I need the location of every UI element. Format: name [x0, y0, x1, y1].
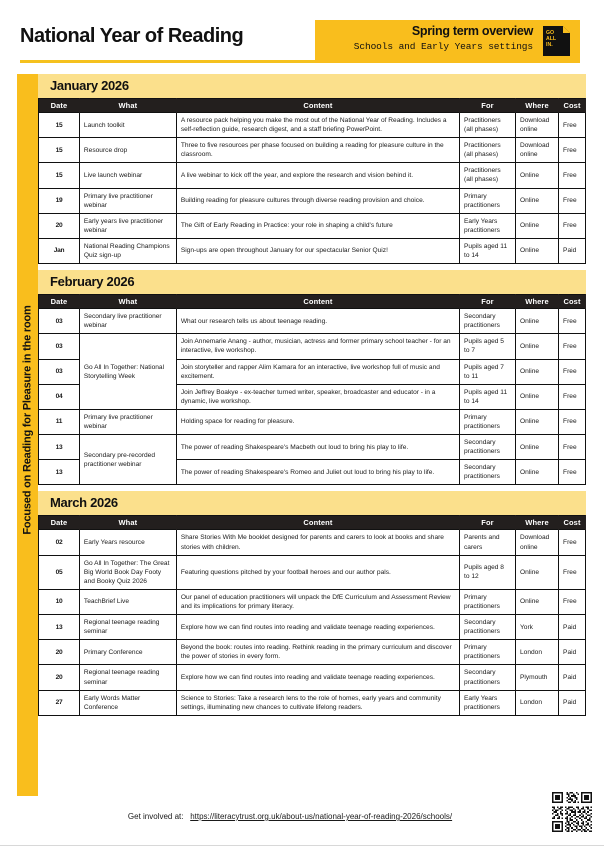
column-header-content: Content [176, 99, 459, 113]
cell-date: 05 [39, 555, 80, 589]
column-header-date: Date [39, 99, 80, 113]
cell-where: Online [515, 555, 558, 589]
column-header-date: Date [39, 516, 80, 530]
header-band-title: Spring term overview [411, 24, 533, 38]
month-block [38, 270, 586, 485]
column-header-for: For [460, 516, 516, 530]
cell-date: 11 [39, 409, 80, 434]
cell-what: Regional teenage reading seminar [79, 615, 176, 640]
get-involved-text [60, 812, 520, 821]
cell-cost: Free [559, 460, 586, 485]
cell-for: Pupils aged 7 to 11 [460, 359, 516, 384]
cell-cost: Paid [559, 665, 586, 690]
cell-what: Go All In Together: The Great Big World Book Day Footy and Booky Quiz 2026 [79, 555, 176, 589]
column-header-content: Content [176, 516, 459, 530]
table-row [39, 615, 586, 640]
cell-where: Online [515, 460, 558, 485]
cell-content: Building reading for pleasure cultures through diverse reading provision and choice. [176, 188, 459, 213]
cell-what: Go All In Together: National Storytelling Week [79, 334, 176, 410]
cell-cost: Free [559, 113, 586, 138]
title-underline [20, 60, 315, 63]
side-band-label: Focused on Reading for Pleasure in the room [21, 305, 34, 535]
cell-where: Online [515, 309, 558, 334]
cell-where: Online [515, 435, 558, 460]
cell-for: Primary practitioners [460, 188, 516, 213]
cell-cost: Paid [559, 238, 586, 263]
cell-date: 19 [39, 188, 80, 213]
cell-what: TeachBrief Live [79, 589, 176, 614]
cell-for: Secondary practitioners [460, 665, 516, 690]
month-block [38, 74, 586, 264]
cell-content: A live webinar to kick off the year, and explore the research and vision behind it. [176, 163, 459, 188]
table-row [39, 213, 586, 238]
cell-content: Explore how we can find routes into reading and validate teenage reading experiences. [176, 615, 459, 640]
table-header-row [39, 295, 586, 309]
table-row [39, 435, 586, 460]
cell-cost: Free [559, 359, 586, 384]
cell-what: Live launch webinar [79, 163, 176, 188]
cell-for: Early Years practitioners [460, 690, 516, 715]
column-header-where: Where [515, 99, 558, 113]
table-row [39, 113, 586, 138]
cell-date: 20 [39, 640, 80, 665]
cell-date: Jan [39, 238, 80, 263]
cell-what: Early Years resource [79, 530, 176, 555]
table-row [39, 555, 586, 589]
cell-where: Online [515, 238, 558, 263]
cell-content: Science to Stories: Take a research lens to the role of homes, early years and community settings, illuminating new chances to cultivate lifelong readers. [176, 690, 459, 715]
month-block [38, 491, 586, 715]
cell-date: 15 [39, 138, 80, 163]
cell-for: Secondary practitioners [460, 460, 516, 485]
cell-date: 20 [39, 213, 80, 238]
cell-date: 02 [39, 530, 80, 555]
cell-date: 13 [39, 435, 80, 460]
cell-where: Download online [515, 138, 558, 163]
cell-cost: Paid [559, 640, 586, 665]
schedule-table [38, 294, 586, 485]
cell-content: What our research tells us about teenage reading. [176, 309, 459, 334]
cell-content: Join storyteller and rapper Alim Kamara for an interactive, live workshop full of music and excitement. [176, 359, 459, 384]
cell-date: 13 [39, 615, 80, 640]
bottom-divider [0, 845, 604, 846]
table-row [39, 188, 586, 213]
cell-for: Early Years practitioners [460, 213, 516, 238]
cell-where: Download online [515, 530, 558, 555]
cell-date: 13 [39, 460, 80, 485]
cell-date: 27 [39, 690, 80, 715]
get-involved-link[interactable]: https://literacytrust.org.uk/about-us/national-year-of-reading-2026/schools/ [190, 812, 453, 821]
cell-for: Pupils aged 11 to 14 [460, 384, 516, 409]
cell-content: Beyond the book: routes into reading. Rethink reading in the primary curriculum and discover the power of stories in every form. [176, 640, 459, 665]
column-header-where: Where [515, 295, 558, 309]
cell-cost: Free [559, 409, 586, 434]
cell-cost: Paid [559, 615, 586, 640]
cell-date: 04 [39, 384, 80, 409]
cell-what: National Reading Champions Quiz sign-up [79, 238, 176, 263]
cell-what: Secondary live practitioner webinar [79, 309, 176, 334]
column-header-what: What [79, 516, 176, 530]
cell-date: 15 [39, 163, 80, 188]
table-row [39, 309, 586, 334]
cell-cost: Free [559, 530, 586, 555]
cell-content: The power of reading Shakespeare's Macbeth out loud to bring his play to life. [176, 435, 459, 460]
table-row [39, 238, 586, 263]
svg-text:GO: GO [546, 30, 555, 36]
column-header-cost: Cost [559, 99, 586, 113]
cell-what: Launch toolkit [79, 113, 176, 138]
cell-content: Share Stories With Me booklet designed for parents and carers to look at books and share stories with children. [176, 530, 459, 555]
cell-content: Holding space for reading for pleasure. [176, 409, 459, 434]
svg-text:ALL: ALL [546, 36, 557, 42]
page-title: National Year of Reading [20, 25, 244, 47]
cell-date: 03 [39, 309, 80, 334]
cell-what: Secondary pre-recorded practitioner webinar [79, 435, 176, 485]
table-row [39, 138, 586, 163]
table-header-row [39, 516, 586, 530]
column-header-cost: Cost [559, 516, 586, 530]
cell-cost: Free [559, 138, 586, 163]
cell-date: 03 [39, 359, 80, 384]
cell-for: Pupils aged 8 to 12 [460, 555, 516, 589]
cell-cost: Free [559, 589, 586, 614]
cell-for: Secondary practitioners [460, 435, 516, 460]
cell-cost: Free [559, 384, 586, 409]
cell-date: 10 [39, 589, 80, 614]
cell-content: The Gift of Early Reading in Practice: your role in shaping a child's future [176, 213, 459, 238]
cell-content: Our panel of education practitioners will unpack the DfE Curriculum and Assessment Review and its implications for primary literacy. [176, 589, 459, 614]
table-row [39, 163, 586, 188]
cell-cost: Free [559, 555, 586, 589]
cell-cost: Free [559, 188, 586, 213]
cell-content: Join Jeffrey Boakye - ex-teacher turned writer, speaker, broadcaster and educator - in a dynamic, live workshop. [176, 384, 459, 409]
month-heading: March 2026 [38, 491, 586, 515]
table-row [39, 334, 586, 359]
cell-content: Explore how we can find routes into reading and validate teenage reading experiences. [176, 665, 459, 690]
cell-what: Regional teenage reading seminar [79, 665, 176, 690]
table-row [39, 665, 586, 690]
column-header-what: What [79, 99, 176, 113]
cell-content: The power of reading Shakespeare's Romeo and Juliet out loud to bring his play to life. [176, 460, 459, 485]
cell-content: Sign-ups are open throughout January for our spectacular Senior Quiz! [176, 238, 459, 263]
cell-what: Early Words Matter Conference [79, 690, 176, 715]
column-header-where: Where [515, 516, 558, 530]
cell-content: A resource pack helping you make the most out of the National Year of Reading. Includes a self-reflection guide, research digest, and a staff briefing PowerPoint. [176, 113, 459, 138]
cell-cost: Free [559, 309, 586, 334]
column-header-content: Content [176, 295, 459, 309]
column-header-what: What [79, 295, 176, 309]
cell-content: Join Annemarie Anang - author, musician, actress and former primary school teacher - for an interactive, live workshop. [176, 334, 459, 359]
cell-where: London [515, 640, 558, 665]
cell-for: Primary practitioners [460, 589, 516, 614]
column-header-cost: Cost [559, 295, 586, 309]
cell-where: Online [515, 334, 558, 359]
cell-where: Online [515, 163, 558, 188]
cell-content: Three to five resources per phase focused on building a reading for pleasure culture in the classroom. [176, 138, 459, 163]
cell-where: Online [515, 188, 558, 213]
cell-date: 15 [39, 113, 80, 138]
get-involved-prefix: Get involved at: [127, 812, 184, 821]
table-row [39, 530, 586, 555]
cell-where: Online [515, 409, 558, 434]
cell-where: Online [515, 359, 558, 384]
cell-where: Plymouth [515, 665, 558, 690]
cell-cost: Paid [559, 690, 586, 715]
cell-for: Primary practitioners [460, 409, 516, 434]
cell-for: Secondary practitioners [460, 615, 516, 640]
column-header-for: For [460, 99, 516, 113]
cell-content: Featuring questions pitched by your football heroes and our author pals. [176, 555, 459, 589]
cell-where: York [515, 615, 558, 640]
cell-where: London [515, 690, 558, 715]
cell-what: Resource drop [79, 138, 176, 163]
cell-date: 03 [39, 334, 80, 359]
page-header [0, 0, 604, 70]
schedule-table [38, 515, 586, 715]
cell-what: Primary Conference [79, 640, 176, 665]
cell-for: Practitioners (all phases) [460, 138, 516, 163]
go-all-in-logo-icon [542, 26, 571, 57]
column-header-date: Date [39, 295, 80, 309]
cell-for: Practitioners (all phases) [460, 163, 516, 188]
month-heading: February 2026 [38, 270, 586, 294]
table-row [39, 589, 586, 614]
cell-date: 20 [39, 665, 80, 690]
cell-cost: Free [559, 435, 586, 460]
column-header-for: For [460, 295, 516, 309]
side-accent-band [17, 74, 38, 796]
cell-for: Pupils aged 5 to 7 [460, 334, 516, 359]
cell-for: Pupils aged 11 to 14 [460, 238, 516, 263]
cell-what: Early years live practitioner webinar [79, 213, 176, 238]
qr-code-icon[interactable] [552, 792, 592, 832]
table-row [39, 640, 586, 665]
month-heading: January 2026 [38, 74, 586, 98]
cell-what: Primary live practitioner webinar [79, 188, 176, 213]
cell-what: Primary live practitioner webinar [79, 409, 176, 434]
cell-where: Online [515, 589, 558, 614]
cell-for: Primary practitioners [460, 640, 516, 665]
schedule-table [38, 98, 586, 264]
cell-where: Online [515, 384, 558, 409]
table-row [39, 409, 586, 434]
header-band-subtitle: Schools and Early Years settings [353, 41, 533, 52]
schedule-content [38, 74, 586, 722]
cell-cost: Free [559, 213, 586, 238]
cell-for: Practitioners (all phases) [460, 113, 516, 138]
table-header-row [39, 99, 586, 113]
cell-cost: Free [559, 334, 586, 359]
svg-text:IN.: IN. [546, 42, 553, 48]
cell-for: Parents and carers [460, 530, 516, 555]
cell-cost: Free [559, 163, 586, 188]
header-yellow-band [315, 20, 580, 63]
table-row [39, 690, 586, 715]
cell-where: Download online [515, 113, 558, 138]
cell-for: Secondary practitioners [460, 309, 516, 334]
page-footer [0, 812, 604, 842]
cell-where: Online [515, 213, 558, 238]
